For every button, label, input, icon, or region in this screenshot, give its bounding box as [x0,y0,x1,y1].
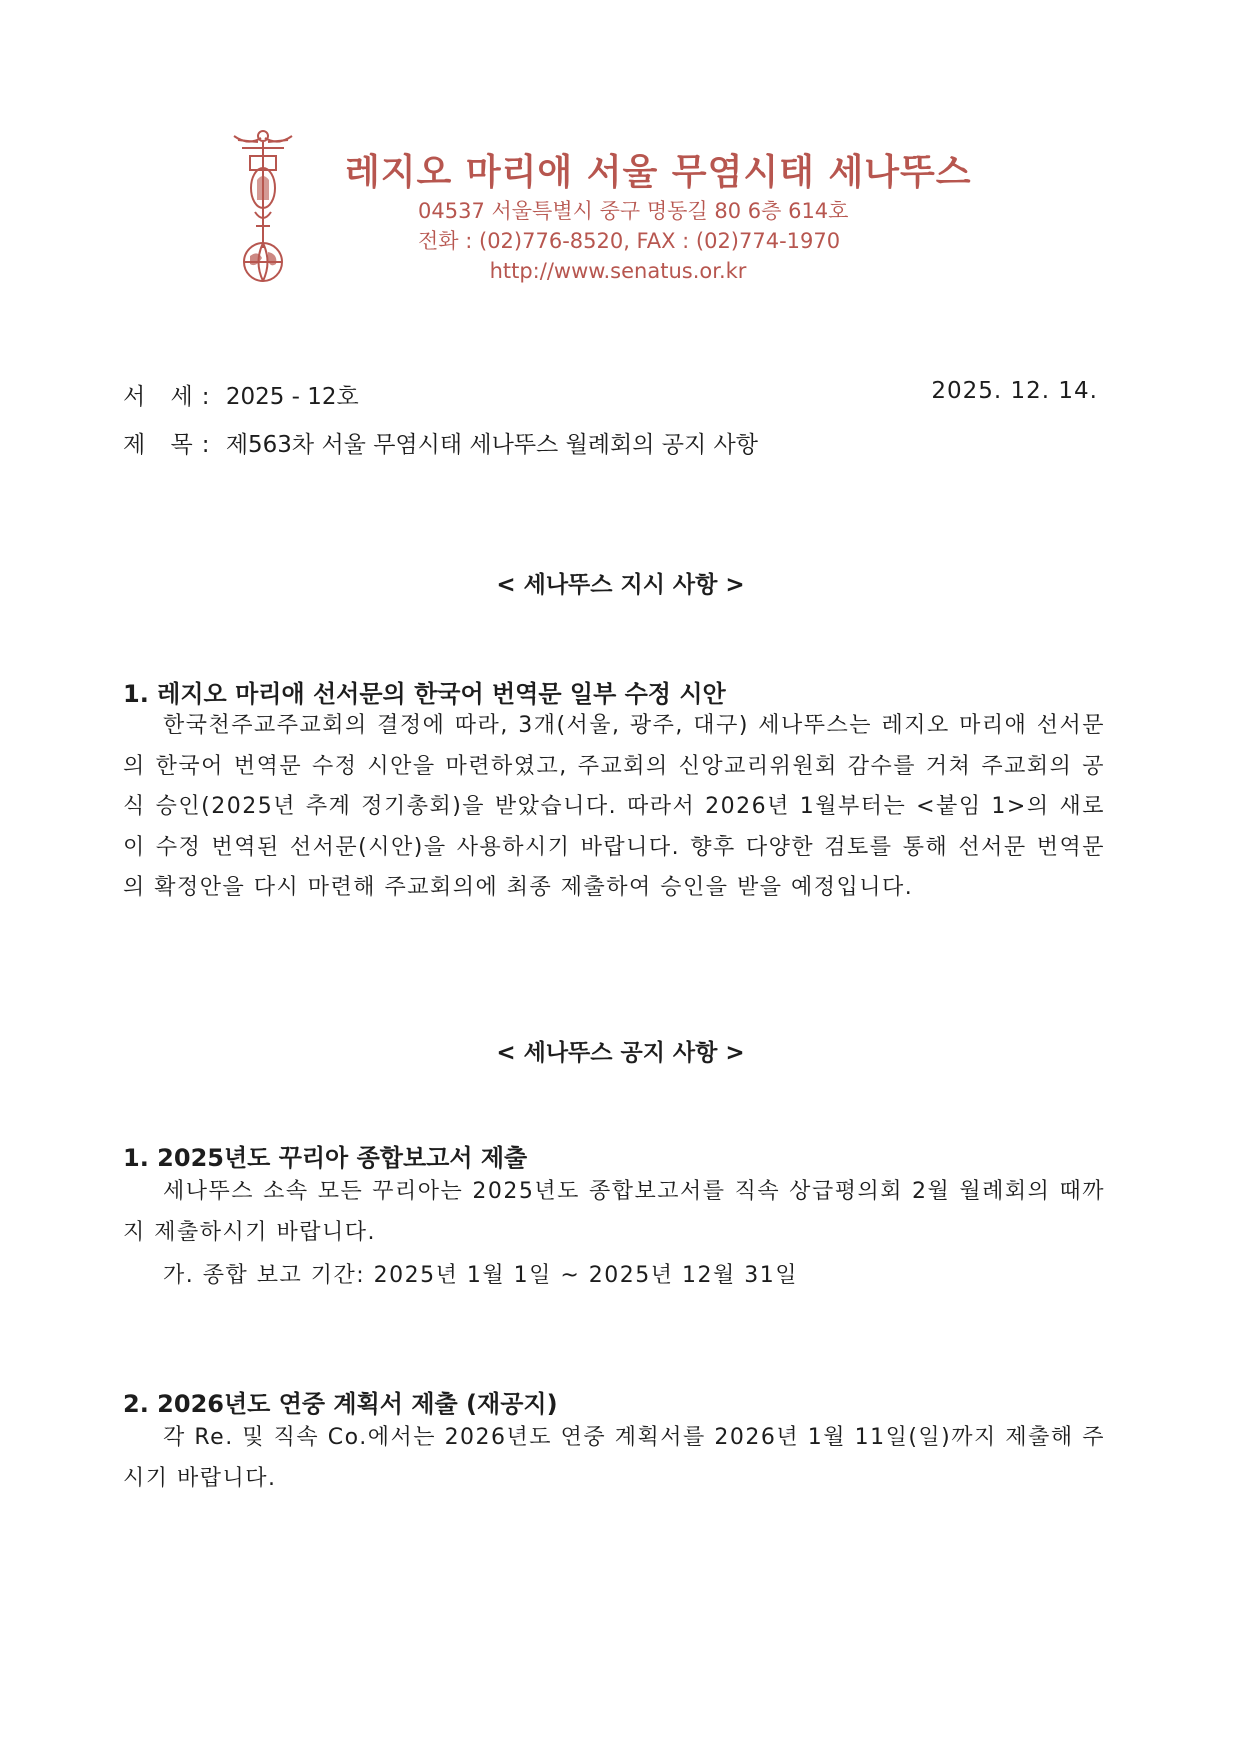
notice-2-title: 2. 2026년도 연중 계획서 제출 (재공지) [123,1390,558,1418]
document-date: 2025. 12. 14. [931,378,1098,404]
phone-fax: 전화 : (02)776-8520, FAX : (02)774-1970 [418,229,841,253]
document-number-label: 서 세: [123,384,219,410]
contact-block [418,196,849,286]
subject-text: 제563차 서울 무염시태 세나뚜스 월례회의 공지 사항 [225,432,758,458]
document-number: 2025 - 12호 [225,384,359,410]
address: 04537 서울특별시 중구 명동길 80 6층 614호 [418,199,849,223]
notices-heading: < 세나뚜스 공지 사항 > [496,1040,745,1066]
organization-name: 레지오 마리애 서울 무염시태 세나뚜스 [345,152,972,193]
directive-1-title: 1. 레지오 마리애 선서문의 한국어 번역문 일부 수정 시안 [123,680,726,708]
directives-heading: < 세나뚜스 지시 사항 > [496,572,745,598]
directive-1-body: 한국천주교주교회의 결정에 따라, 3개(서울, 광주, 대구) 세나뚜스는 레지오 마리애 선서문의 한국어 번역문 수정 시안을 마련하였고, 주교회의 신앙교리위원회 감수를 거쳐 주교회의 공식 승인(2025년 추계 정기총회)을 받았습니다. 따라서 2026년 1월부터는 <붙임 1>의 새로이 수정 번역된 선서문(시안)을 사용하시기 바랍니다. 향후 다양한 검토를 통해 선서문 번역문의 확정안을 다시 마련해 주교회의에 최종 제출하여 승인을 받을 예정입니다. [123,713,1105,900]
vexillum-emblem-icon [228,128,298,284]
subject-label: 제 목: [123,432,219,458]
document-subject-row [123,426,1103,459]
notice-2-body: 각 Re. 및 직속 Co.에서는 2026년도 연중 계획서를 2026년 1월 11일(일)까지 제출해 주시기 바랍니다. [123,1425,1105,1491]
letterhead [228,128,988,288]
website-link[interactable]: http://www.senatus.or.kr [489,259,747,283]
notice-1-title: 1. 2025년도 꾸리아 종합보고서 제출 [123,1144,528,1172]
notice-1-body: 세나뚜스 소속 모든 꾸리아는 2025년도 종합보고서를 직속 상급평의회 2월 월례회의 때까지 제출하시기 바랍니다. [123,1179,1105,1245]
notice-1-period: 가. 종합 보고 기간: 2025년 1월 1일 ~ 2025년 12월 31일 [163,1263,799,1288]
